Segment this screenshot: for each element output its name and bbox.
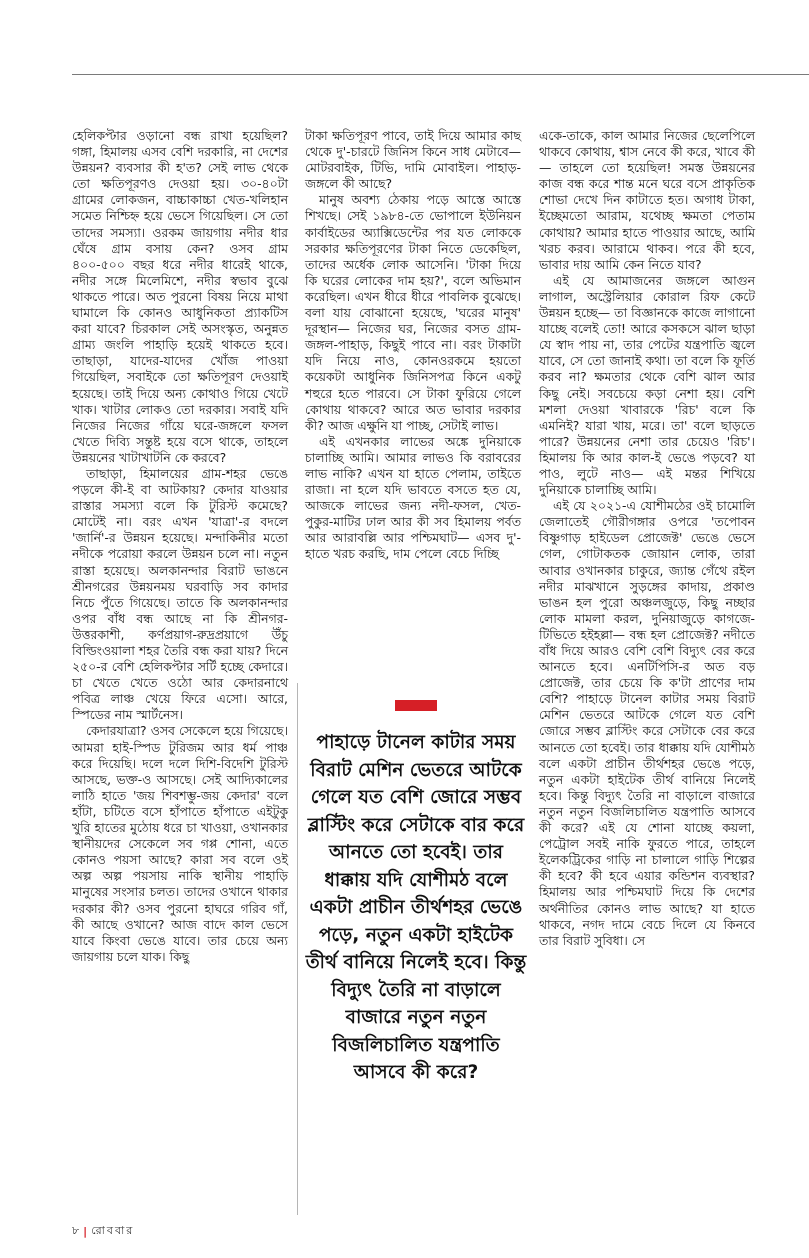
pull-quote-text: পাহাড়ে টানেল কাটার সময় বিরাট মেশিন ভেতরে আটকে গেলে যত বেশি জোরে সম্ভব ব্লাস্টিং করে সেটাকে বার করে আনতে তো হবেই। তার ধাক্কায় যদি যোশীমঠ বলে একটা প্রাচীন তীর্থশহর ভেঙে পড়ে, নতুন একটা হাইটেক তীর্থ বানিয়ে নিলেই হবে। কিন্তু বিদ্যুৎ তৈরি না বাড়ালে বাজারে নতুন নতুন বিজলিচালিত যন্ত্রপাতি আসবে কী করে? bbox=[305, 732, 527, 1083]
paragraph: টাকা ক্ষতিপূরণ পাবে, তাই দিয়ে আমার কাছ থেকে দু'-চারটে জিনিস কিনে সাধ মেটাবে— মোটরবাইক, টিভি, দামি মোবাইল। পাহাড়-জঙ্গলে কী আছে? bbox=[305, 128, 521, 192]
publication-name: রোববার bbox=[91, 1224, 135, 1237]
paragraph: এই যে ২০২১-এ যোশীমঠের ওই চামোলি জেলাতেই গৌরীগঙ্গার ওপরে 'তপোবন বিষ্ণুগাড় হাইডেল প্রোজেক্ট' ভেঙে ভেসে গেল, গোটাকতক জোয়ান লোক, তারা আবার ওখানকার চাকুরে, জ্যান্ত গেঁথে রইল নদীর মাঝখানে সুড়ঙ্গের কাদায়, প্রকাণ্ড ভাঙন হল পুরো অঞ্চলজুড়ে, কিছু নচ্ছার লোক মামলা করল, দুনিয়াজুড়ে কাগজে-টিভিতে হইহল্লা— বন্ধ হল প্রোজেক্ট? নদীতে বাঁধ দিয়ে আরও বেশি বেশি বিদ্যুৎ বের করে আনতে হবে। এনটিপিসি-র অত বড় প্রোজেক্ট, তার চেয়ে কি ক'টা প্রাণের দাম বেশি? পাহাড়ে টানেল কাটার সময় বিরাট মেশিন ভেতরে আটকে গেলে যত বেশি জোরে সম্ভব ব্লাস্টিং করে সেটাকে বের করে আনতে তো হবেই। তার ধাক্কায় যদি যোশীমঠ বলে একটা প্রাচীন তীর্থশহর ভেঙে পড়ে, নতুন একটা হাইটেক তীর্থ বানিয়ে নিলেই হবে। কিন্তু বিদ্যুৎ তৈরি না বাড়ালে বাজারে নতুন নতুন বিজলিচালিত যন্ত্রপাতি আসবে কী করে? এই যে শোনা যাচ্ছে কয়লা, পেট্রোল সবই নাকি ফুরতে পারে, তাহলে ইলেকট্রিকের গাড়ি না চালালে গাড়ি শিল্পের কী হবে? কী হবে এয়ার কন্ডিশন ব্যবস্থার? হিমালয় আর পশ্চিমঘাট দিয়ে কি দেশের অর্থনীতির কোনও লাভ আছে? যা হাতে থাকবে, নগদ দামে বেচে দিলে যে কিনবে তার বিরাট সুবিধা। সে bbox=[539, 498, 755, 948]
paragraph: মানুষ অবশ্য ঠেকায় পড়ে আস্তে আস্তে শিখছে। সেই ১৯৮৪-তে ভোপালে ইউনিয়ন কার্বাইডের অ্যাক্সিডেন্টের পর যত লোককে সরকার ক্ষতিপূরণের টাকা নিতে ডেকেছিল, তাদের অর্ধেক লোক আসেনি। 'টাকা দিয়ে কি ঘরের লোকের দাম হয়?', বলে অভিমান করেছিল। এখন ধীরে ধীরে পাবলিক বুঝেছে। বলা যায় বোঝানো হয়েছে, 'ঘরের মানুষ' দূরস্থান— নিজের ঘর, নিজের বসত গ্রাম-জঙ্গল-পাহাড়, কিছুই পাবে না। বরং টাকাটা যদি নিয়ে নাও, কোনওরকমে হয়তো কয়েকটা আধুনিক জিনিসপত্র কিনে একটু শহুরে হতে পারবে। সে টাকা ফুরিয়ে গেলে কোথায় থাকবে? আরে অত ভাবার দরকার কী? আজ এক্ষুনি যা পাচ্ছ, সেটাই লাভ। bbox=[305, 192, 521, 433]
article-column-1 bbox=[72, 128, 288, 965]
paragraph: এই যে আমাজনের জঙ্গলে আগুন লাগাল, অস্ট্রেলিয়ার কোরাল রিফ কেটে উন্নয়ন হচ্ছে— তা বিজ্ঞানকে কাজে লাগানো যাচ্ছে বলেই তো! আরে কসকসে ঝাল ছাড়া যে স্বাদ পায় না, তার পেটের যন্ত্রপাতি জ্বলে যাবে, সে তো জানাই কথা। তা বলে কি ফূর্তি করব না? ক্ষমতার থেকে বেশি ঝাল আর কিছু নেই। সবচেয়ে কড়া নেশা হয়। বেশি মশলা দেওয়া খাবারকে 'রিচ' বলে কি এমনিই? যারা খায়, মরে। তা' বলে ছাড়তে পারে? উন্নয়নের নেশা তার চেয়েও 'রিচ'। হিমালয় কি আর কাল-ই ভেঙে পড়বে? যা পাও, লুটে নাও— এই মন্তর শিখিয়ে দুনিয়াকে চালাচ্ছি আমি। bbox=[539, 272, 755, 498]
pull-quote-accent-bar bbox=[395, 700, 437, 711]
pull-quote bbox=[305, 700, 527, 1087]
header-rule bbox=[72, 74, 809, 75]
page-number: ৮ bbox=[72, 1224, 80, 1237]
article-column-2 bbox=[305, 128, 521, 563]
paragraph: একে-তাকে, কাল আমার নিজের ছেলেপিলে থাকবে কোথায়, শ্বাস নেবে কী করে, খাবে কী— তাহলে তো হয়েছিল! সমস্ত উন্নয়নের কাজ বন্ধ করে শান্ত মনে ঘরে বসে প্রাকৃতিক শোভা দেখে দিন কাটাতে হত। অগাধ টাকা, ইচ্ছেমতো আরাম, যথেচ্ছ ক্ষমতা পেতাম কোথায়? আমার হাতে পাওয়ার আছে, আমি খরচ করব। আরামে থাকব। পরে কী হবে, ভাবার দায় আমি কেন নিতে যাব? bbox=[539, 128, 755, 272]
paragraph: কেদারযাত্রা? ওসব সেকেলে হয়ে গিয়েছে। আমরা হাই-স্পিড টুরিজম আর ধর্ম পাঞ্চ করে দিয়েছি। দলে দলে দিশি-বিদেশি টুরিস্ট আসছে, ভক্ত-ও আসছে। সেই আদ্যিকালের লাঠি হাতে 'জয় শিবশম্ভু-জয় কেদার' বলে হাঁটা, চটিতে বসে হাঁপাতে হাঁপাতে এইটুকু খুরি হাতের মুঠোয় ধরে চা খাওয়া, ওখানকার স্থানীয়দের সেকেলে সব গপ্প শোনা, এতে কোনও পয়সা আছে? কারা সব বলে ওই অল্প অল্প পয়সায় নাকি স্থানীয় পাহাড়ি মানুষের সংসার চলত। তাদের ওখানে থাকার দরকার কী? ওসব পুরনো হাঘরে গরিব গাঁ, কী আছে ওখানে? আজ বাদে কাল ভেসে যাবে কিংবা ভেঙে যাবে। তার চেয়ে অন্য জায়গায় চলে যাক। কিছু bbox=[72, 723, 288, 964]
article-column-3 bbox=[539, 128, 755, 949]
footer-separator: | bbox=[83, 1225, 88, 1238]
paragraph: হেলিকপ্টার ওড়ানো বন্ধ রাখা হয়েছিল? গঙ্গা, হিমালয় এসব বেশি দরকারি, না দেশের উন্নয়ন? ব্যবসার কী হ'ত? সেই লাভ থেকে তো ক্ষতিপূরণও দেওয়া হয়। ৩০-৪০টা গ্রামের লোকজন, বাচ্চাকাচ্চা খেত-খলিহান সমেত নিশ্চিহ্ন হয়ে ভেসে গিয়েছিল। সে তো তাদের সমস্যা। ওরকম জায়গায় নদীর ধার ঘেঁষে গ্রাম বসায় কেন? ওসব গ্রাম ৪০০-৫০০ বছর ধরে নদীর ধারেই থাকে, নদীর সঙ্গে মিলেমিশে, নদীর স্বভাব বুঝে থাকতে পারে। অত পুরনো বিষয় নিয়ে মাথা ঘামালে কি কোনও আধুনিকতা প্র্যাকটিস করা যাবে? চিরকাল সেই অসংস্কৃত, অনুন্নত গ্রাম্য জংলি পাহাড়ি হয়েই থাকতে হবে। তাছাড়া, যাদের-যাদের খোঁজ পাওয়া গিয়েছিল, সবাইকে তো ক্ষতিপূরণ দেওয়াই হয়েছে। তাই দিয়ে অন্য কোথাও গিয়ে খেটে খাক। খাটার লোকও তো দরকার। সবাই যদি নিজের নিজের গাঁয়ে ঘরে-জঙ্গলে ফসল খেতে দিব্যি সন্তুষ্ট হয়ে বসে থাকে, তাহলে উন্নয়নের খাটাখাটনি কে করবে? bbox=[72, 128, 288, 465]
paragraph: এই এখনকার লাভের অঙ্কে দুনিয়াকে চালাচ্ছি আমি। আমার লাভও কি বরাবরের লাভ নাকি? এখন যা হাতে পেলাম, তাইতে রাজা। না হলে যদি ভাবতে বসতে হত যে, আজকে লাভের জন্য নদী-ফসল, খেত-পুকুর-মাটির ঢাল আর কী সব হিমালয় পর্বত আর আরাবল্লি আর পশ্চিমঘাট— এসব দু'-হাতে খরচ করছি, দাম পেলে বেচে দিচ্ছি bbox=[305, 433, 521, 562]
paragraph: তাছাড়া, হিমালয়ের গ্রাম-শহর ভেঙে পড়লে কী-ই বা আটকায়? কেদার যাওয়ার রাস্তার সমস্যা বলে কি টুরিস্ট কমেছে? মোটেই না। বরং এখন 'যাত্রা'-র বদলে 'জার্নি'-র উন্নয়ন হয়েছে। মন্দাকিনীর মতো নদীকে পরোয়া করলে উন্নয়ন চলে না। নতুন রাস্তা হয়েছে। অলকানন্দার বিরাট ভাঙনে শ্রীনগরের উন্নয়নময় ঘরবাড়ি সব কাদার নিচে পুঁতে গিয়েছে। তাতে কি অলকানন্দার ওপর বাঁধ বন্ধ আছে না কি শ্রীনগর-উত্তরকাশী, কর্ণপ্রয়াগ-রুদ্রপ্রয়াগে উঁচু বিল্ডিংওয়ালা শহর তৈরি বন্ধ করা যায়? দিনে ২৫০-র বেশি হেলিকপ্টার সর্টি হচ্ছে কেদারে। চা খেতে খেতে ওঠো আর কেদারনাথে পবিত্র লাঞ্চ খেয়ে ফিরে এসো। আরে, স্পিডের নাম স্মার্টনেস। bbox=[72, 465, 288, 723]
column-divider bbox=[297, 683, 298, 1215]
page-footer bbox=[72, 1222, 134, 1241]
